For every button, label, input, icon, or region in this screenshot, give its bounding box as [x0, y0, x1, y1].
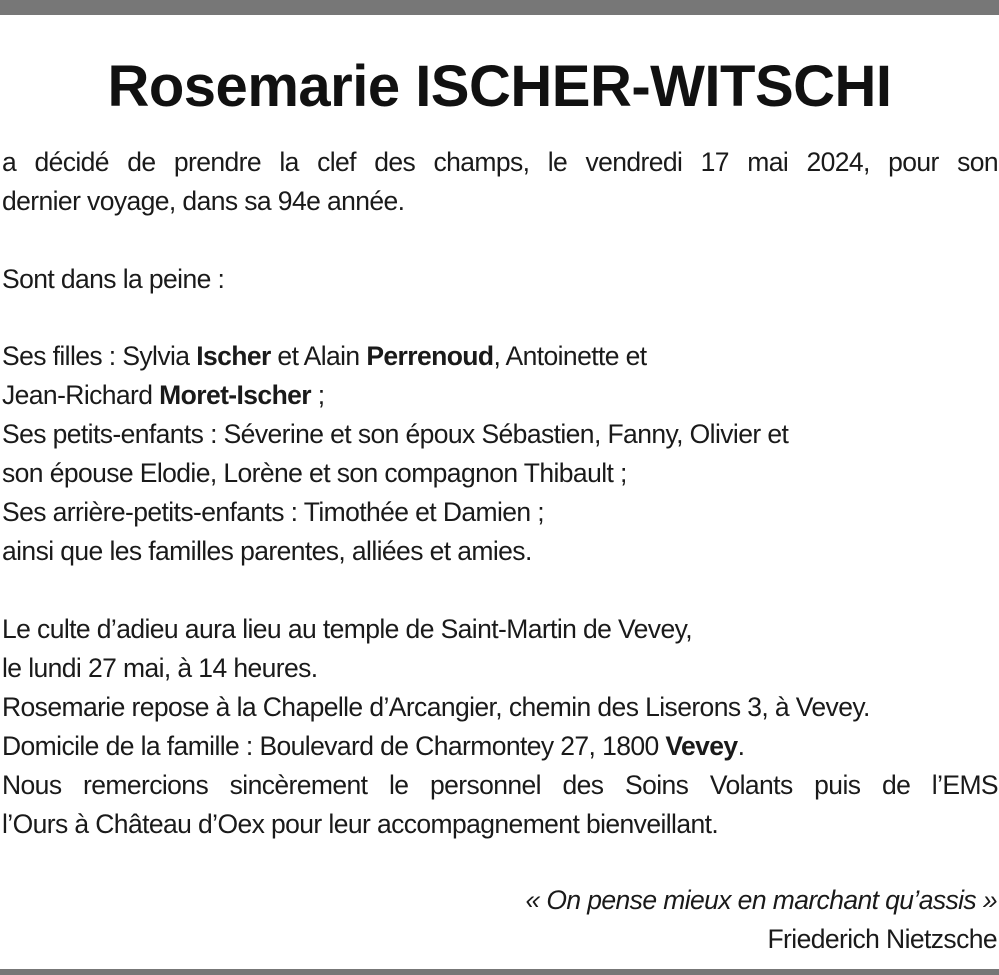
daughters-label: Ses filles : Sylvia — [2, 341, 197, 371]
daughters-surname-1: Ischer — [196, 341, 271, 371]
mourners-heading-text: Sont dans la peine : — [2, 264, 225, 294]
jr-surname: Moret-Ischer — [159, 380, 312, 410]
daughters-surname-2: Perrenoud — [366, 341, 494, 371]
intro-paragraph — [2, 143, 998, 221]
grandchildren-line-1: Ses petits-enfants : Séverine et son époux Sébastien, Fanny, Olivier et — [2, 419, 789, 449]
service-line-1: Le culte d’adieu aura lieu au temple de Saint-Martin de Vevey, — [2, 614, 693, 644]
daughters-mid: et Alain — [270, 341, 367, 371]
daughters-end: , Antoinette et — [493, 341, 647, 371]
relatives-line: ainsi que les familles parentes, alliées et amies. — [2, 536, 532, 566]
service-line-2: le lundi 27 mai, à 14 heures. — [2, 653, 318, 683]
intro-line-2: dernier voyage, dans sa 94e année. — [2, 186, 405, 216]
quote-text: « On pense mieux en marchant qu’assis » — [525, 885, 997, 915]
thanks-line-1: Nous remercions sincèrement le personnel des Soins Volants puis de l’EMS — [2, 770, 998, 800]
quote-author: Friederich Nietzsche — [767, 924, 997, 954]
details-paragraph — [2, 610, 998, 844]
jr-end: ; — [311, 380, 325, 410]
top-border-rule — [0, 0, 999, 15]
thanks-line-2: l’Ours à Château d’Oex pour leur accompagnement bienveillant. — [2, 809, 719, 839]
jr-prefix: Jean-Richard — [2, 380, 160, 410]
rest-location-line: Rosemarie repose à la Chapelle d’Arcangier, chemin des Liserons 3, à Vevey. — [2, 692, 870, 722]
domicile-end: . — [737, 731, 745, 761]
bottom-border-rule — [0, 969, 999, 975]
mourners-heading — [2, 260, 998, 299]
domicile-prefix: Domicile de la famille : Boulevard de Charmontey 27, 1800 — [2, 731, 666, 761]
family-list — [2, 337, 998, 571]
domicile-city: Vevey — [665, 731, 738, 761]
grandchildren-line-2: son épouse Elodie, Lorène et son compagnon Thibault ; — [2, 458, 627, 488]
great-grandchildren-line: Ses arrière-petits-enfants : Timothée et Damien ; — [2, 497, 545, 527]
daughters-line — [2, 337, 998, 376]
son-in-law-line — [2, 376, 998, 415]
intro-line-1: a décidé de prendre la clef des champs, le vendredi 17 mai 2024, pour son — [2, 147, 998, 177]
deceased-name-title: Rosemarie ISCHER-WITSCHI — [107, 54, 892, 119]
closing-quote — [525, 881, 997, 959]
domicile-line — [2, 727, 998, 766]
